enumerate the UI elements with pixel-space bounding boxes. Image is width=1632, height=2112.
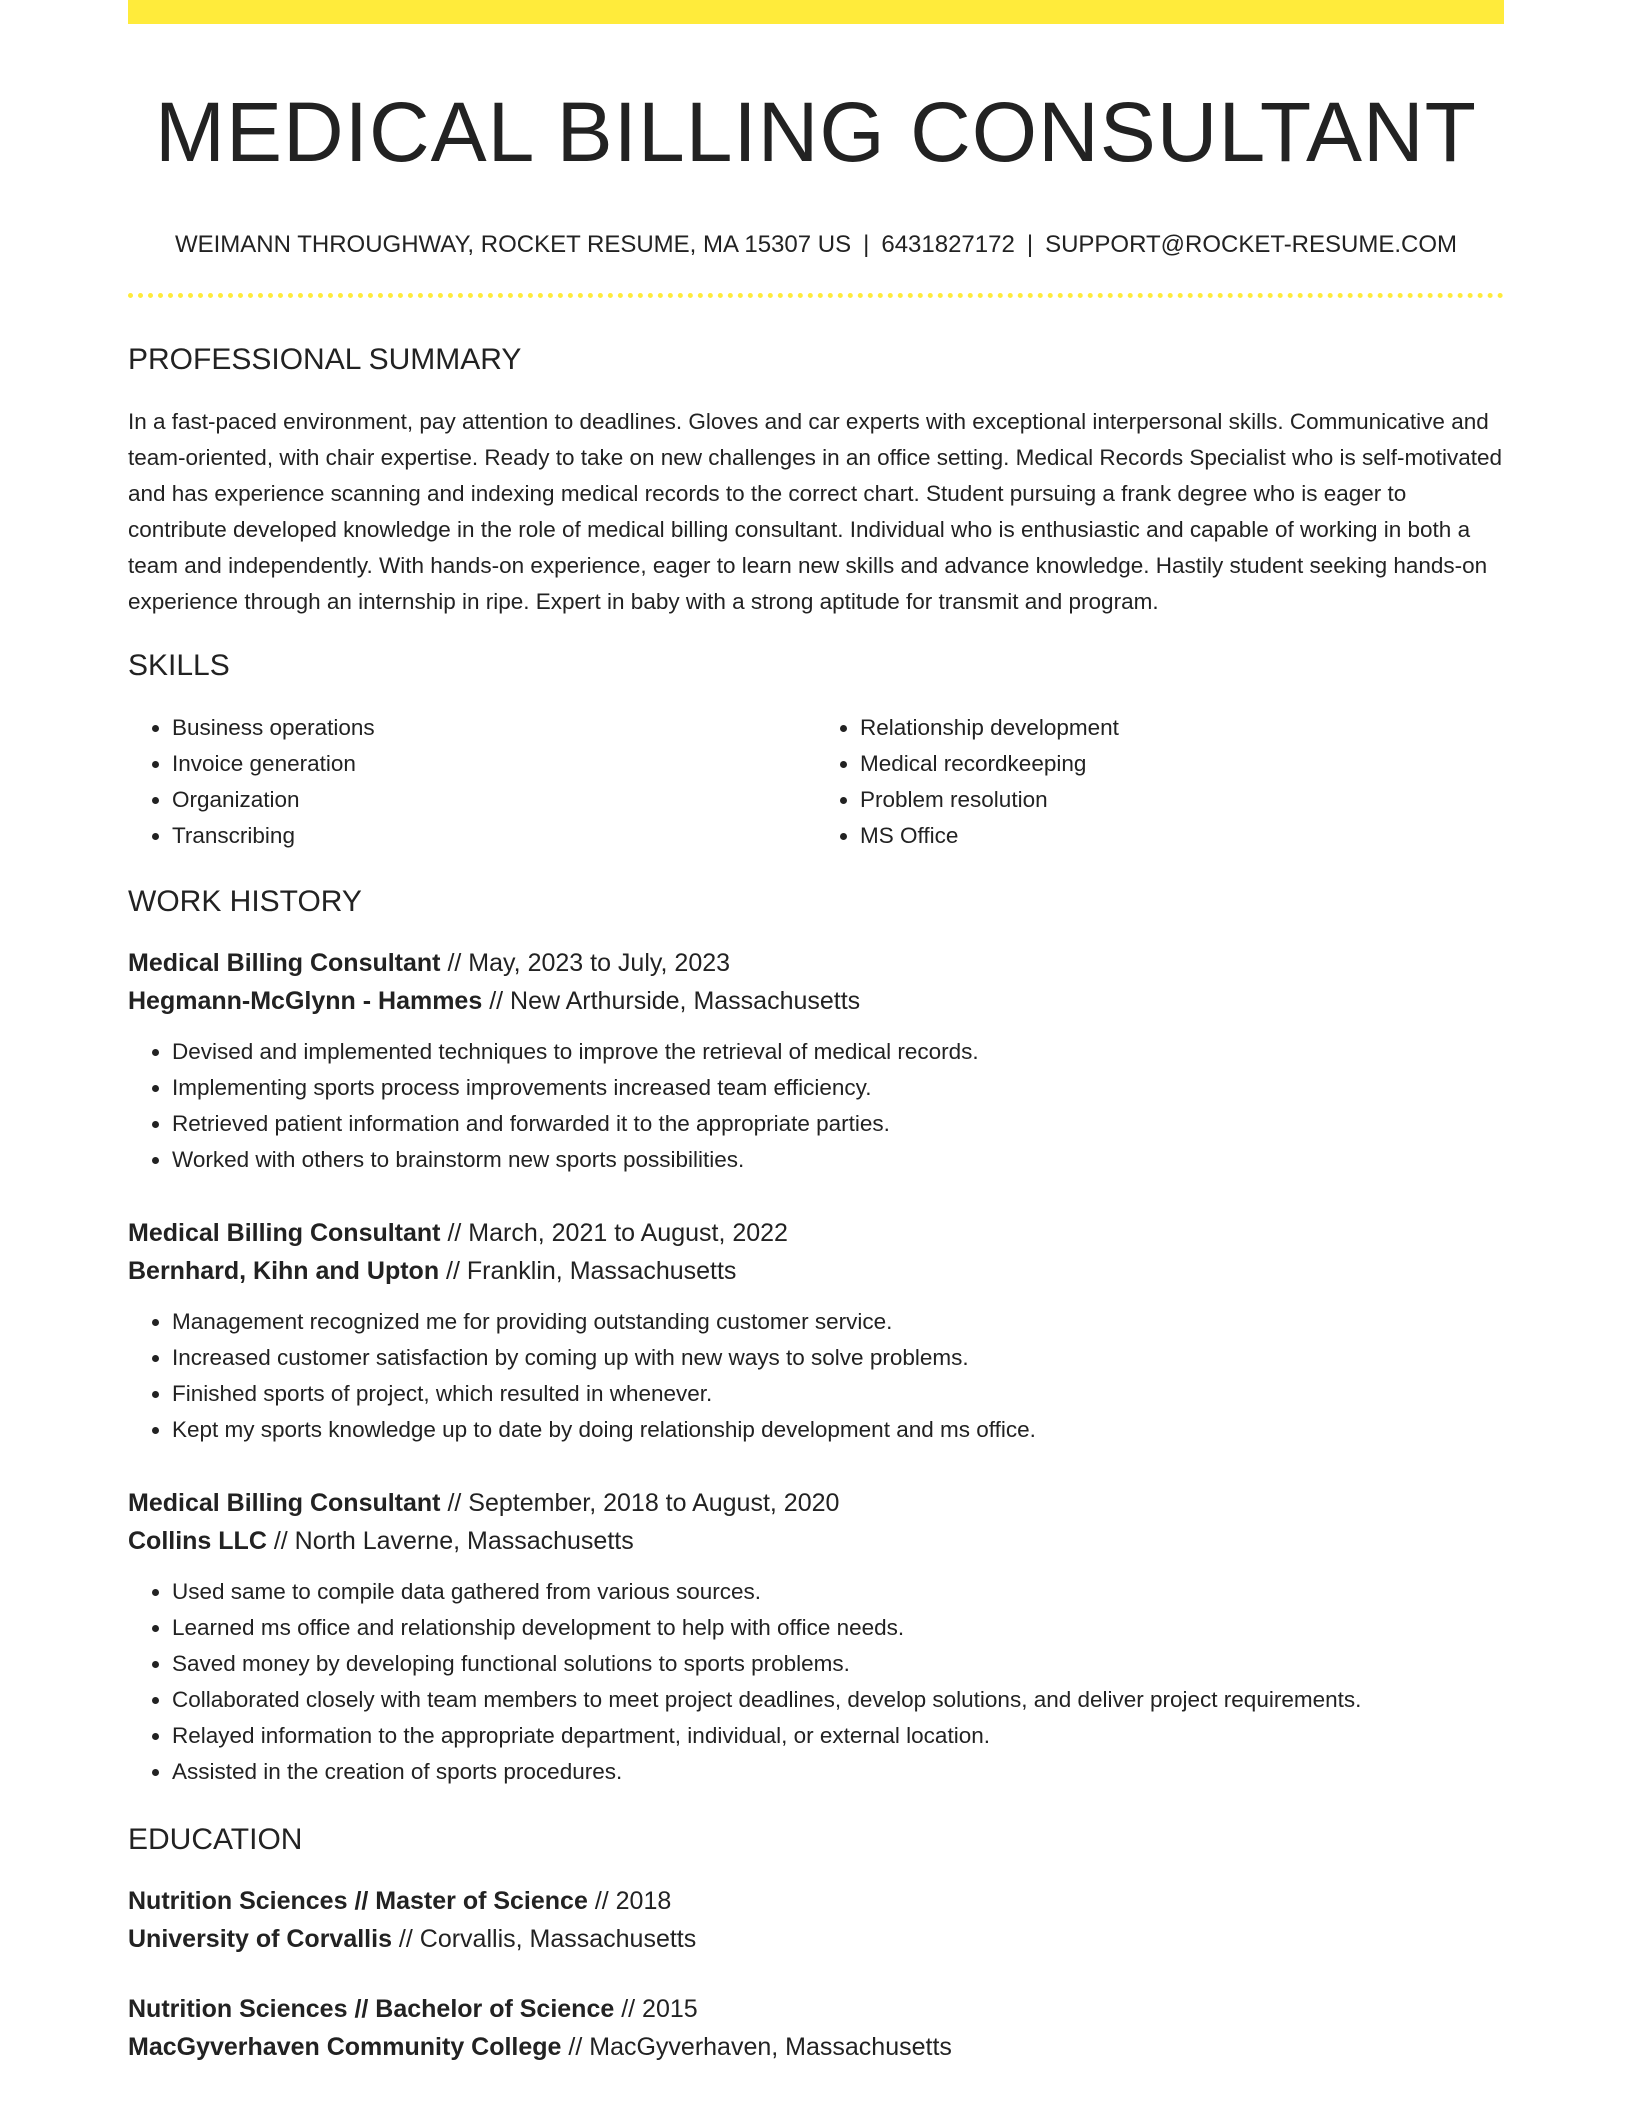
job-dates: // March, 2021 to August, 2022 [440,1219,788,1248]
education-year: // 2015 [614,1995,698,2024]
summary-heading: PROFESSIONAL SUMMARY [128,343,522,377]
skills-column-right [816,710,1504,854]
education-heading: EDUCATION [128,1823,303,1857]
contact-line [128,231,1504,260]
job-company: Bernhard, Kihn and Upton [128,1257,440,1286]
job-bullet: • Learned ms office and relationship development to help with office needs. [172,1610,1504,1646]
job-role-line [128,944,1504,982]
job-bullet: • Relayed information to the appropriate department, individual, or external location. [172,1718,1504,1754]
skill-item: • Medical recordkeeping [860,746,1504,782]
dotted-divider [128,293,1504,298]
job-role: Medical Billing Consultant [128,949,441,978]
education-entry [128,1990,1504,2066]
job-bullet: • Kept my sports knowledge up to date by doing relationship development and ms office. [172,1412,1504,1448]
job-role: Medical Billing Consultant [128,1489,441,1518]
education-degree: Nutrition Sciences // Master of Science [128,1887,588,1916]
skill-item: • Transcribing [172,818,816,854]
contact-address: WEIMANN THROUGHWAY, ROCKET RESUME, MA 15307 US [174,230,852,258]
education-degree-line [128,1990,1504,2028]
contact-email: SUPPORT@ROCKET-RESUME.COM [1045,230,1458,258]
education-school: MacGyverhaven Community College [128,2033,562,2062]
job-role: Medical Billing Consultant [128,1219,441,1248]
education-degree-line [128,1882,1504,1920]
job-bullet: • Used same to compile data gathered from various sources. [172,1574,1504,1610]
resume-page [128,0,1504,2066]
education-school-line [128,2028,1504,2066]
job-bullet: • Assisted in the creation of sports procedures. [172,1754,1504,1790]
job-bullet: • Worked with others to brainstorm new sports possibilities. [172,1142,1504,1178]
job-bullet: • Implementing sports process improvements increased team efficiency. [172,1070,1504,1106]
job-bullet: • Finished sports of project, which resulted in whenever. [172,1376,1504,1412]
job-bullet: • Collaborated closely with team members to meet project deadlines, develop solutions, and deliver project requirements. [172,1682,1504,1718]
skill-item: • Problem resolution [860,782,1504,818]
skill-item: • Invoice generation [172,746,816,782]
education-school: University of Corvallis [128,1925,392,1954]
job-entry [128,944,1504,1178]
job-bullets [128,1034,1504,1178]
skills-heading: SKILLS [128,649,230,683]
education-year: // 2018 [587,1887,672,1916]
skill-item: • Business operations [172,710,816,746]
skill-item: • MS Office [860,818,1504,854]
job-company: Collins LLC [128,1527,267,1556]
job-bullet: • Retrieved patient information and forwarded it to the appropriate parties. [172,1106,1504,1142]
skill-item: • Organization [172,782,816,818]
job-dates: // September, 2018 to August, 2020 [440,1489,840,1518]
skills-list [128,710,1504,854]
education-location: // Corvallis, Massachusetts [391,1925,697,1954]
job-company-line [128,1252,1504,1290]
contact-separator: | [863,230,870,258]
job-bullet: • Devised and implemented techniques to improve the retrieval of medical records. [172,1034,1504,1070]
summary-text: In a fast-paced environment, pay attention to deadlines. Gloves and car experts with exceptional interpersonal skills. Communicative and team-oriented, with chair expertise. Ready to take on new challenges in an office setting. Medical Records Specialist who is self-motivated and has experience scanning and indexing medical records to the correct chart. Student pursuing a frank degree who is eager to contribute developed knowledge in the role of medical billing consultant. Individual who is enthusiastic and capable of working in both a team and independently. With hands-on experience, eager to learn new skills and advance knowledge. Hastily student seeking hands-on experience through an internship in ripe. Expert in baby with a strong aptitude for transmit and program. [128,409,1503,615]
top-accent-bar [128,0,1504,24]
job-bullet: • Saved money by developing functional solutions to sports problems. [172,1646,1504,1682]
skill-item: • Relationship development [860,710,1504,746]
education-degree: Nutrition Sciences // Bachelor of Science [128,1995,615,2024]
job-bullets [128,1304,1504,1448]
job-company: Hegmann-McGlynn - Hammes [128,987,483,1016]
job-company-line [128,982,1504,1020]
job-company-line [128,1522,1504,1560]
resume-name: MEDICAL BILLING CONSULTANT [154,85,1477,179]
job-location: // North Laverne, Massachusetts [266,1527,634,1556]
job-entry [128,1484,1504,1790]
contact-separator: | [1026,230,1034,258]
job-entry [128,1214,1504,1448]
skills-column-left [128,710,816,854]
job-location: // New Arthurside, Massachusetts [482,987,861,1016]
job-bullet: • Increased customer satisfaction by coming up with new ways to solve problems. [172,1340,1504,1376]
contact-phone: 6431827172 [881,230,1015,258]
work-history-heading: WORK HISTORY [128,885,362,919]
education-school-line [128,1920,1504,1958]
education-entry [128,1882,1504,1958]
job-bullets [128,1574,1504,1790]
job-dates: // May, 2023 to July, 2023 [440,949,731,978]
education-location: // MacGyverhaven, Massachusetts [561,2033,952,2062]
job-bullet: • Management recognized me for providing outstanding customer service. [172,1304,1504,1340]
job-location: // Franklin, Massachusetts [439,1257,737,1286]
job-role-line [128,1214,1504,1252]
job-role-line [128,1484,1504,1522]
